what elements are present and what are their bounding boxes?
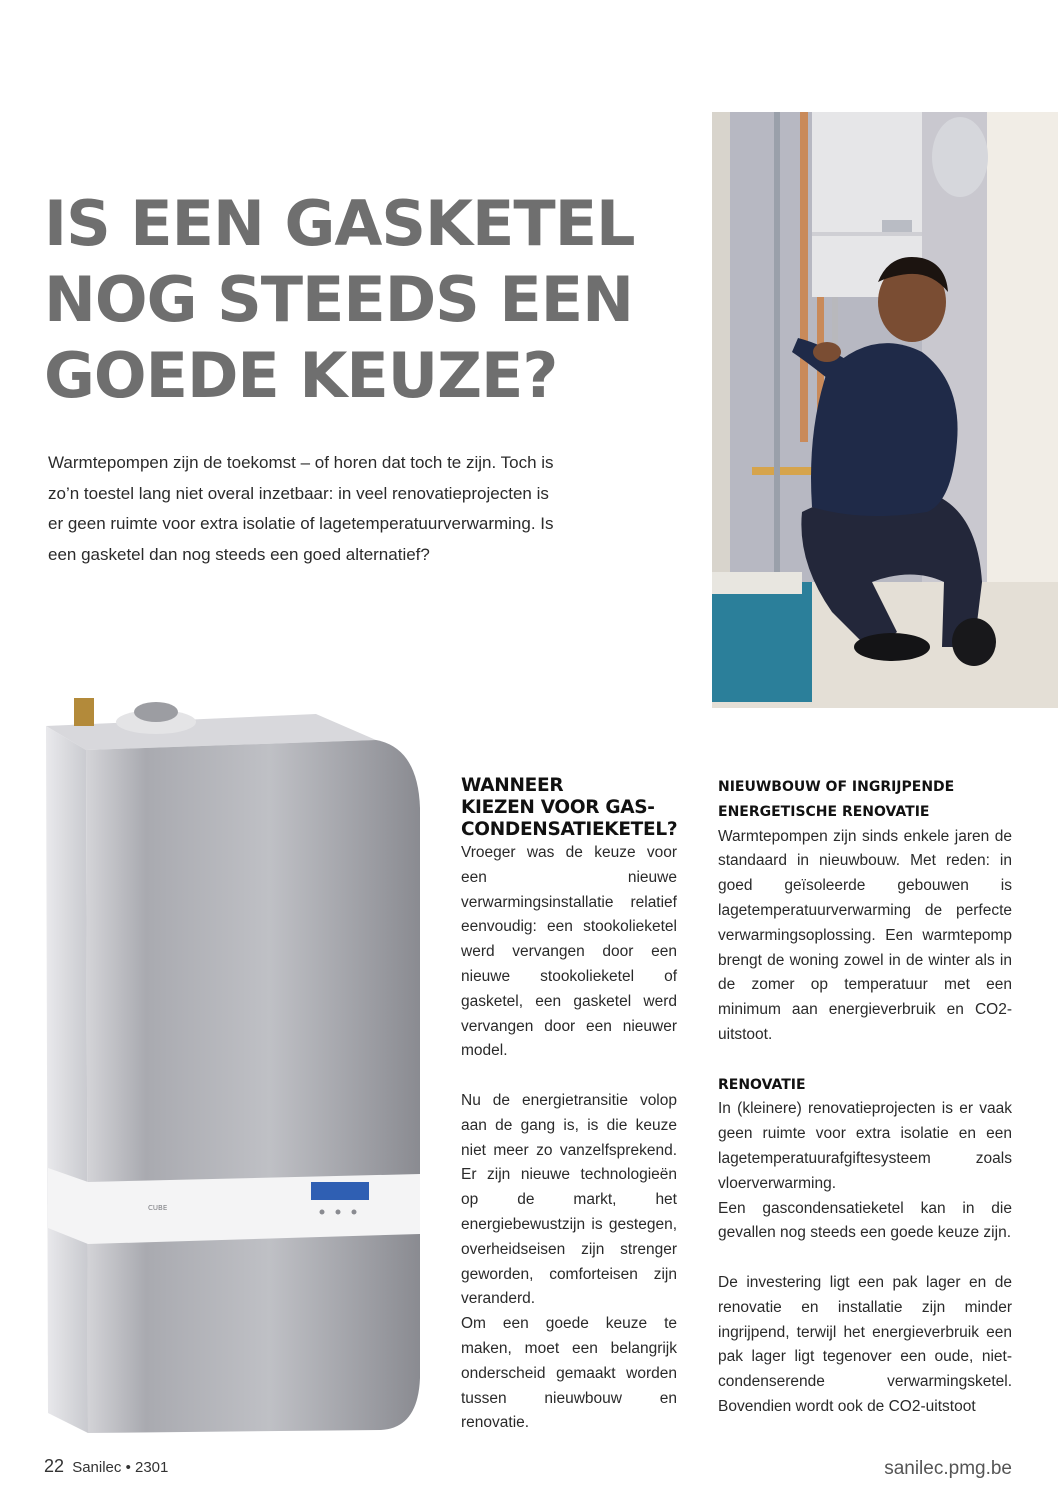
boiler-photo: [36, 688, 420, 1448]
footer-folio: [44, 1456, 168, 1477]
technician-photo: [712, 112, 1058, 708]
column-1-paragraph-2: Nu de energietransitie volop aan de gang is, is die keuze niet meer zo vanzelfsprekend. Er zijn nieuwe technologieën op de markt, het energiebewustzijn is gestegen, overheidseisen zijn strenger geworden, comforteisen zijn veranderd.: [461, 1091, 677, 1308]
column-2: [718, 775, 1012, 1420]
section-renovatie-paragraph-1: In (kleinere) renovatieprojecten is er vaak geen ruimte voor extra isolatie en een lagetemperatuurafgiftesysteem zoals vloerverwarming.: [718, 1100, 1012, 1192]
title-line-2: NOG STEEDS EEN: [44, 263, 634, 336]
section-renovatie-heading: RENOVATIE: [718, 1076, 806, 1093]
section-nieuwbouw-heading-line-2: ENERGETISCHE RENOVATIE: [718, 803, 930, 820]
column-1-heading-line-1: WANNEER: [461, 775, 564, 796]
column-1-paragraph-1: Vroeger was de keuze voor een nieuwe verwarmingsinstallatie relatief eenvoudig: een stookolieketel werd vervangen door een nieuwe stookolieketel of gasketel, een gasketel werd vervangen door een nieuwer model.: [461, 844, 677, 1060]
column-1-heading-line-2: KIEZEN VOOR GAS-: [461, 797, 655, 818]
publication-name: Sanilec • 2301: [72, 1459, 169, 1476]
section-renovatie-paragraph-2: Een gascondensatieketel kan in die gevallen nog steeds een goede keuze zijn.: [718, 1199, 1012, 1242]
column-1-heading: [461, 775, 677, 841]
page-number: 22: [44, 1456, 65, 1476]
title-line-3: GOEDE KEUZE?: [44, 339, 558, 412]
column-1-paragraph-3: Om een goede keuze te maken, moet een belangrijk onderscheid gemaakt worden tussen nieuwbouw en renovatie.: [461, 1315, 677, 1432]
section-nieuwbouw-heading-line-1: NIEUWBOUW OF INGRIJPENDE: [718, 779, 955, 795]
article-title: [44, 186, 684, 414]
section-nieuwbouw-heading: [718, 775, 1012, 825]
title-line-1: IS EEN GASKETEL: [44, 187, 635, 260]
section-renovatie-paragraph-3: De investering ligt een pak lager en de renovatie en installatie zijn minder ingrijpend, terwijl het energieverbruik een pak lager ligt tegenover een oude, niet-condenserende verwarmingsketel. Bovendien wordt ook de CO2-uitstoot: [718, 1273, 1012, 1415]
boiler-brand: CUBE: [148, 1204, 168, 1212]
column-1: [461, 775, 677, 1436]
website-link[interactable]: sanilec.pmg.be: [884, 1458, 1012, 1479]
article-intro: Warmtepompen zijn de toekomst – of horen dat toch te zijn. Toch is zo’n toestel lang niet overal inzetbaar: in veel renovatieprojecten is er geen ruimte voor extra isolatie of lagetemperatuurverwarming. Is een gasketel dan nog steeds een goed alternatief?: [48, 453, 554, 564]
section-nieuwbouw-text: Warmtepompen zijn sinds enkele jaren de standaard in nieuwbouw. Met reden: in goed geïsoleerde gebouwen is lagetemperatuurverwarming de perfecte verwarmingsoplossing. Een warmtepomp brengt de woning zowel in de winter als in de zomer op temperatuur met een minimum aan energieverbruik en CO2-uitstoot.: [718, 827, 1012, 1043]
column-1-heading-line-3: CONDENSATIEKETEL?: [461, 819, 678, 840]
